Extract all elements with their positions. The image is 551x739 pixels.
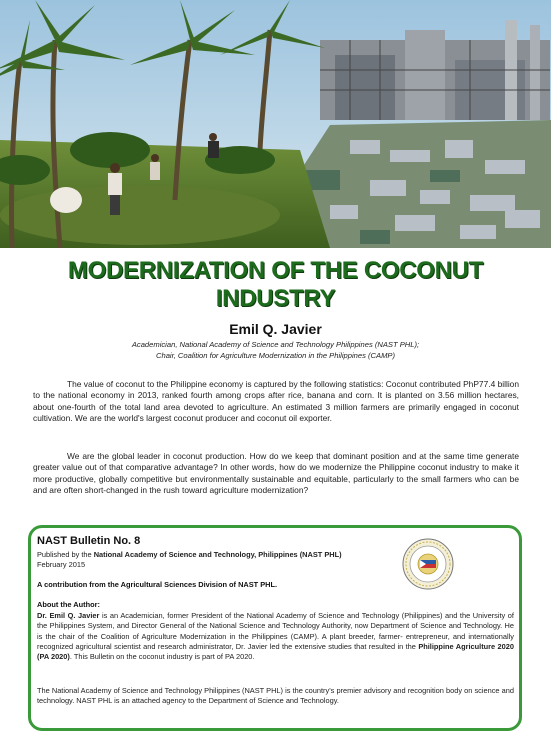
published-by-line — [37, 550, 417, 560]
body-paragraph-2: We are the global leader in coconut production. How do we keep that dominant position and at the same time generate greater value out of that comparative advantage? In other words, how do we modernize the Philippine coconut industry to make it more productive, globally competitive but environmentally sustainable and equitable, particularly to the small farmers who can be and are often short-changed in the rush toward agriculture modernization? — [33, 451, 519, 496]
about-author-name: Dr. Emil Q. Javier — [37, 611, 100, 620]
article-title — [0, 257, 551, 313]
publication-date: February 2015 — [37, 560, 86, 569]
author-name: Emil Q. Javier — [229, 321, 322, 337]
bulletin-title: NAST Bulletin No. 8 — [37, 535, 141, 547]
affiliation-line-2: Chair, Coalition for Agriculture Modernization in the Philippines (CAMP) — [155, 351, 396, 360]
author-affiliation — [60, 339, 491, 361]
title-line-2: INDUSTRY — [215, 285, 336, 312]
coconut-farm-and-factory-photo — [0, 0, 551, 248]
affiliation-line-1: Academician, National Academy of Science and Technology Philippines (NAST PHL); — [131, 340, 420, 349]
title-line-1: MODERNIZATION OF THE COCONUT — [67, 257, 484, 284]
seal-icon — [402, 538, 454, 590]
nast-seal-logo — [402, 538, 454, 590]
about-author-heading: About the Author: — [37, 600, 100, 609]
contribution-note: A contribution from the Agricultural Sciences Division of NAST PHL. — [37, 580, 278, 589]
body-paragraph-1: The value of coconut to the Philippine economy is captured by the following statistics: Coconut contributed PhP77.4 billion to the national economy in 2013, ranked fourth among crops after rice, banana and corn. It is planted on 3.56 million hectares, about one-fourth of the total land area devoted to agriculture. An estimated 3 million farmers are primarily engaged in coconut cultivation. We are the world's largest coconut producer and coconut oil exporter. — [33, 379, 519, 424]
about-author-text — [37, 611, 514, 662]
publication-info — [37, 550, 417, 570]
about-author-bio-a: is an Academician, former President of the National Academy of Science and Technology (Philippines) and the University of the Philippines System, and Director General of the National Science and Technology Authority, now Department of Science and Technology. He is the chair of the Coalition of Agriculture Modernization in the Philippines (CAMP). A plant breeder, farmer- entrepreneur, and internationally recognized agricultural scientist and research administrator, Dr. Javier led the extensive studies that resulted in the — [37, 611, 514, 651]
publisher-name: National Academy of Science and Technology, Philippines (NAST PHL) — [93, 550, 342, 559]
pa2020-reference: Philippine Agriculture 2020 (PA 2020) — [37, 641, 514, 662]
header-photo — [0, 0, 551, 248]
published-prefix: Published by the — [37, 550, 94, 559]
nast-description: The National Academy of Science and Technology Philippines (NAST PHL) is the country's premier advisory and recognition body on science and technology. NAST PHL is an attached agency to the Department of Science and Technology. — [37, 686, 514, 706]
about-author-bio-b: . This Bulletin on the coconut industry is part of PA 2020. — [69, 652, 255, 662]
